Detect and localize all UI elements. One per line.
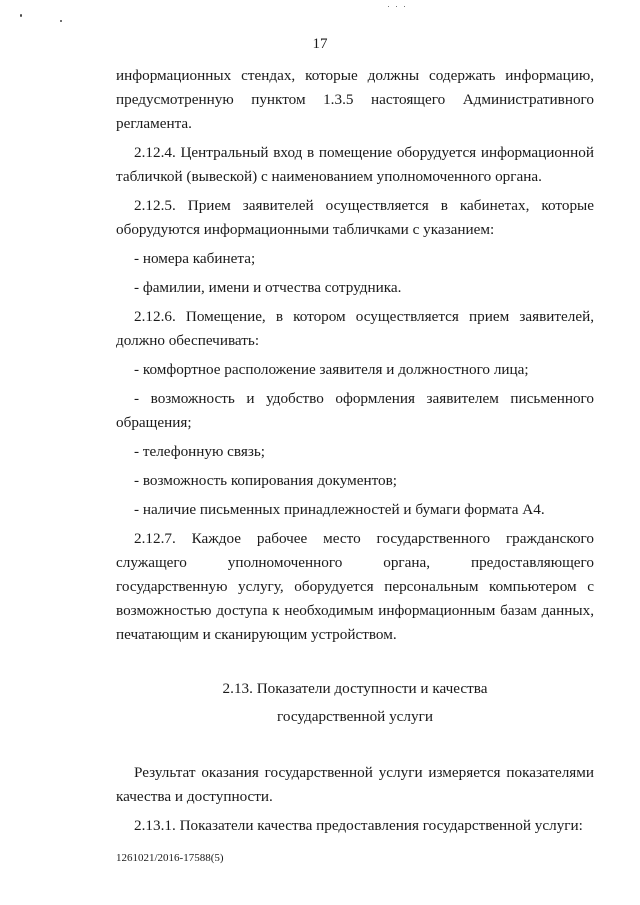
footer-code: 1261021/2016-17588(5) [116, 852, 224, 864]
paragraph: 2.12.7. Каждое рабочее место государственного гражданского служащего уполномоченного органа, предоставляющего государственную услугу, оборудуется персональным компьютером с возможностью доступа к необходимым информационным базам данных, печатающим и сканирующим устройством. [116, 530, 594, 643]
paragraph: 2.12.5. Прием заявителей осуществляется в кабинетах, которые оборудуются информационными табличками с указанием: [116, 197, 594, 238]
list-item: - фамилии, имени и отчества сотрудника. [134, 279, 402, 296]
list-item: - наличие письменных принадлежностей и бумаги формата А4. [134, 501, 545, 518]
list-item: - возможность и удобство оформления заявителем письменного обращения; [116, 390, 594, 431]
list-item: - возможность копирования документов; [134, 472, 397, 489]
scan-speck [404, 6, 405, 7]
scan-speck [20, 14, 22, 17]
list-item: - комфортное расположение заявителя и должностного лица; [134, 361, 529, 378]
scan-speck [388, 6, 389, 7]
list-item: - телефонную связь; [134, 443, 266, 460]
scan-speck [60, 20, 62, 22]
document-body [116, 64, 594, 838]
paragraph: 2.12.4. Центральный вход в помещение оборудуется информационной табличкой (вывеской) с наименованием уполномоченного органа. [116, 144, 594, 185]
paragraph: 2.12.6. Помещение, в котором осуществляется прием заявителей, должно обеспечивать: [116, 308, 594, 349]
paragraph: 2.13.1. Показатели качества предоставления государственной услуги: [134, 817, 583, 834]
list-item: - номера кабинета; [134, 250, 256, 267]
paragraph: информационных стендах, которые должны содержать информацию, предусмотренную пунктом 1.3.5 настоящего Административного регламента. [116, 67, 594, 132]
paragraph: Результат оказания государственной услуги измеряется показателями качества и доступности. [116, 764, 594, 805]
section-heading-line1: 2.13. Показатели доступности и качества [222, 680, 488, 697]
section-heading-line2: государственной услуги [277, 708, 433, 725]
page-number: 17 [312, 36, 328, 52]
scan-speck [396, 6, 397, 7]
